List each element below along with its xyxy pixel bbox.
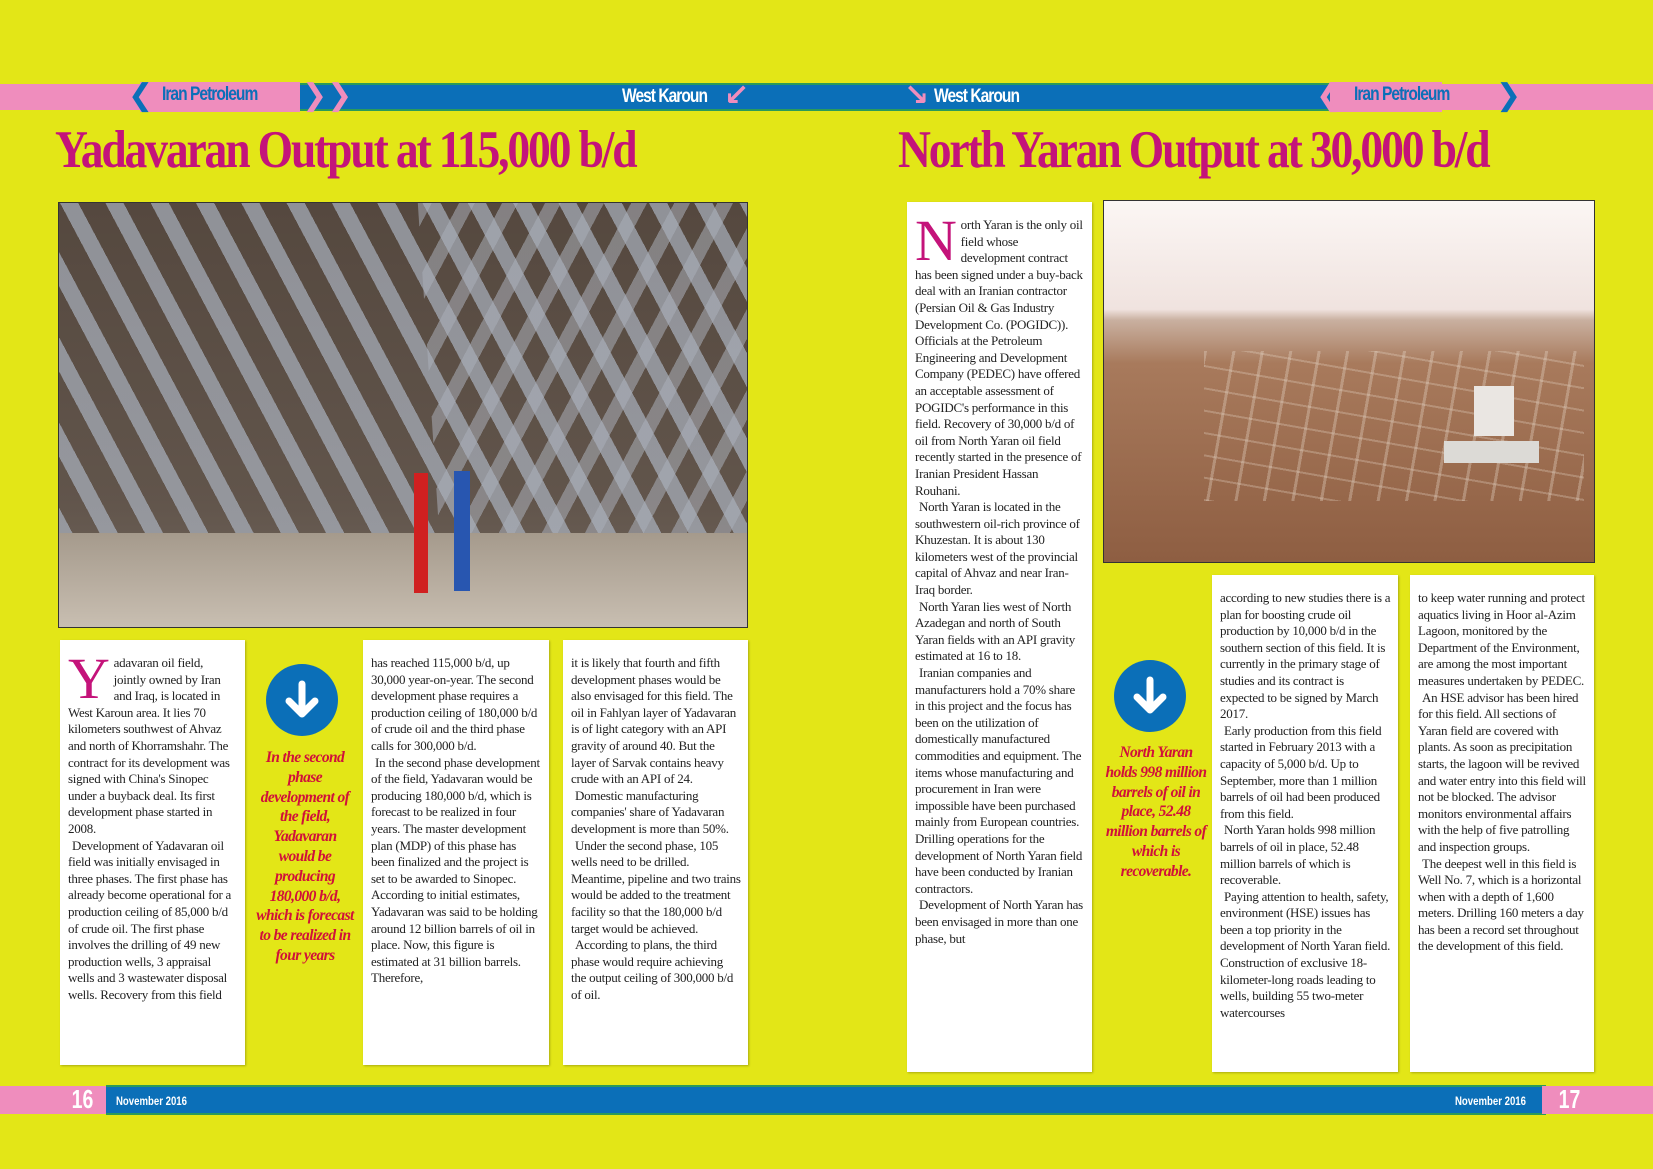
footer-bar-pink-left — [0, 1086, 110, 1114]
left-column-3 — [563, 640, 748, 1065]
paragraph: An HSE advisor has been hired for this field. All sections of Yaran field are covered with plants. As soon as precipitation starts, the lagoon will be revived and water entry into this field will not be blocked. The advisor monitors environmental affairs with the help of five patrolling and inspection groups. — [1418, 689, 1586, 854]
arrow-down-icon — [280, 678, 324, 722]
right-article-photo — [1103, 200, 1595, 563]
paragraph: to keep water running and protect aquatics living in Hoor al-Azim Lagoon, monitored by the Department of the Environment, are among the most important measures undertaken by PEDEC. — [1418, 590, 1585, 688]
arrow-down-left-icon: ↙ — [724, 78, 750, 113]
section-label-left: Iran Petroleum — [162, 84, 258, 105]
issue-date-right: November 2016 — [1455, 1094, 1526, 1108]
footer-bar-blue — [106, 1085, 1546, 1115]
right-article-title: North Yaran Output at 30,000 b/d — [898, 121, 1489, 179]
header-bar-blue — [300, 78, 1342, 113]
topic-label-right: West Karoun — [934, 86, 1019, 107]
paragraph: The deepest well in this field is Well No. 7, which is a horizontal when with a depth of 1,600 meters. Drilling 160 meters a day has been a record set throughout the development of this field. — [1418, 855, 1584, 954]
left-down-arrow-badge — [266, 664, 338, 736]
paragraph: In the second phase development of the field, Yadavaran would be producing 180,000 b/d, which is forecast to be realized in four years. The master development plan (MDP) of this phase has been finalized and the project is set to be awarded to Sinopec. According to initial estimates, Yadavaran was said to be holding around 12 billion barrels of oil in place. Now, this figure is estimated at 31 billion barrels. Therefore, — [371, 754, 540, 986]
left-article-photo — [58, 202, 748, 628]
arrow-down-icon — [1128, 674, 1172, 718]
left-column-1 — [60, 640, 245, 1065]
header-bar-pink-left — [0, 84, 140, 110]
paragraph: Under the second phase, 105 wells need to be drilled. Meantime, pipeline and two trains would be added to the treatment facility so that the 180,000 b/d target would be achieved. — [571, 837, 741, 936]
paragraph: Development of North Yaran has been envisaged in more than one phase, but — [915, 897, 1083, 946]
paragraph: adavaran oil field, jointly owned by Iran and Iraq, is located in West Karoun area. It lies 70 kilometers southwest of Ahvaz and north of Khorramshahr. The contract for its development was signed with China's Sinopec under a buyback deal. Its first development phase started in 2008. — [68, 655, 230, 836]
paragraph: Paying attention to health, safety, environment (HSE) issues has been a top priority in the development of North Yaran field. Construction of exclusive 18-kilometer-long roads leading to wells, building 55 two-meter watercourses — [1220, 888, 1391, 1020]
issue-date-left: November 2016 — [116, 1094, 187, 1108]
chevron-right-icon: ❯ — [1496, 78, 1522, 113]
paragraph: North Yaran is located in the southwestern oil-rich province of Khuzestan. It is about 130 kilometers west of the provincial capital of Ahvaz and near Iran-Iraq border. — [915, 499, 1080, 598]
right-column-1 — [907, 202, 1092, 1072]
paragraph: North Yaran lies west of North Azadegan and north of South Yaran fields with an API gravity estimated at 16 to 18. — [915, 598, 1076, 664]
paragraph: According to plans, the third phase would require achieving the output ceiling of 300,000 b/d of oil. — [571, 937, 734, 1002]
right-pull-quote: North Yaran holds 998 million barrels of oil in place, 52.48 million barrels of which is recoverable. — [1105, 744, 1207, 880]
paragraph: according to new studies there is a plan for boosting crude oil production by 10,000 b/d in the southern section of this field. It is currently in the primary stage of studies and its contract is expected to be signed by March 2017. — [1220, 590, 1391, 722]
paragraph: Early production from this field started in February 2013 with a capacity of 5,000 b/d. Up to September, more than 1 million barrels of oil had been produced from this field. — [1220, 722, 1382, 821]
header-bar-pink-right — [1440, 78, 1653, 113]
paragraph: it is likely that fourth and fifth development phases would be also envisaged for this field. The oil in Fahlyan layer of Yadavaran is of light category with an API gravity of around 40. But the layer of Sarvak contains heavy crude with an API of 24. — [571, 655, 737, 787]
chevron-left-icon: ❮ — [1316, 78, 1342, 113]
left-column-2 — [363, 640, 549, 1065]
right-column-2 — [1212, 575, 1398, 1072]
topic-label-left: West Karoun — [622, 86, 707, 107]
arrow-down-right-icon: ↘ — [904, 78, 930, 113]
page-number-right: 17 — [1558, 1084, 1581, 1114]
section-label-right: Iran Petroleum — [1354, 84, 1450, 105]
paragraph: North Yaran holds 998 million barrels of oil in place, 52.48 million barrels of which is recoverable. — [1220, 822, 1376, 888]
paragraph: Development of Yadavaran oil field was initially envisaged in three phases. The first phase has already become operational for a production ceiling of 85,000 b/d of crude oil. The first phase involves the drilling of 49 new production wells, 3 appraisal wells and 3 wastewater disposal wells. Recovery from this field — [68, 837, 232, 1002]
right-column-3 — [1410, 575, 1594, 1072]
paragraph: orth Yaran is the only oil field whose development contract has been signed under a buy-back deal with an Iranian contractor (Persian Oil & Gas Industry Development Co. (POGIDC)). Officials at the Petroleum Engineering and Development Company (PEDEC) have offered an acceptable assessment of POGIDC's performance in this field. Recovery of 30,000 b/d of oil from North Yaran oil field recently started in the presence of Iranian President Hassan Rouhani. — [915, 217, 1083, 498]
left-article-title: Yadavaran Output at 115,000 b/d — [55, 121, 636, 179]
left-pull-quote: In the second phase development of the field, Yadavaran would be producing 180,000 b/d, which is forecast to be realized in four years — [256, 749, 354, 964]
drop-cap: N — [915, 208, 957, 273]
chevron-right-icon: ❯❯ — [302, 78, 353, 113]
right-down-arrow-badge — [1114, 660, 1186, 732]
chevron-left-icon: ❮ — [128, 78, 154, 113]
paragraph: Iranian companies and manufacturers hold a 70% share in this project and the focus has been on the utilization of domestically manufactured commodities and equipment. The items whose manufacturing and procurement in Iran were impossible have been purchased mainly from European countries. Drilling operations for the development of North Yaran field have been conducted by Iranian contractors. — [915, 665, 1083, 896]
paragraph: has reached 115,000 b/d, up 30,000 year-on-year. The second development phase requires a production ceiling of 180,000 b/d of crude oil and the third phase calls for 300,000 b/d. — [371, 655, 538, 753]
drop-cap: Y — [68, 646, 110, 711]
paragraph: Domestic manufacturing companies' share of Yadavaran development is more than 50%. — [571, 787, 729, 836]
page-number-left: 16 — [71, 1084, 94, 1114]
